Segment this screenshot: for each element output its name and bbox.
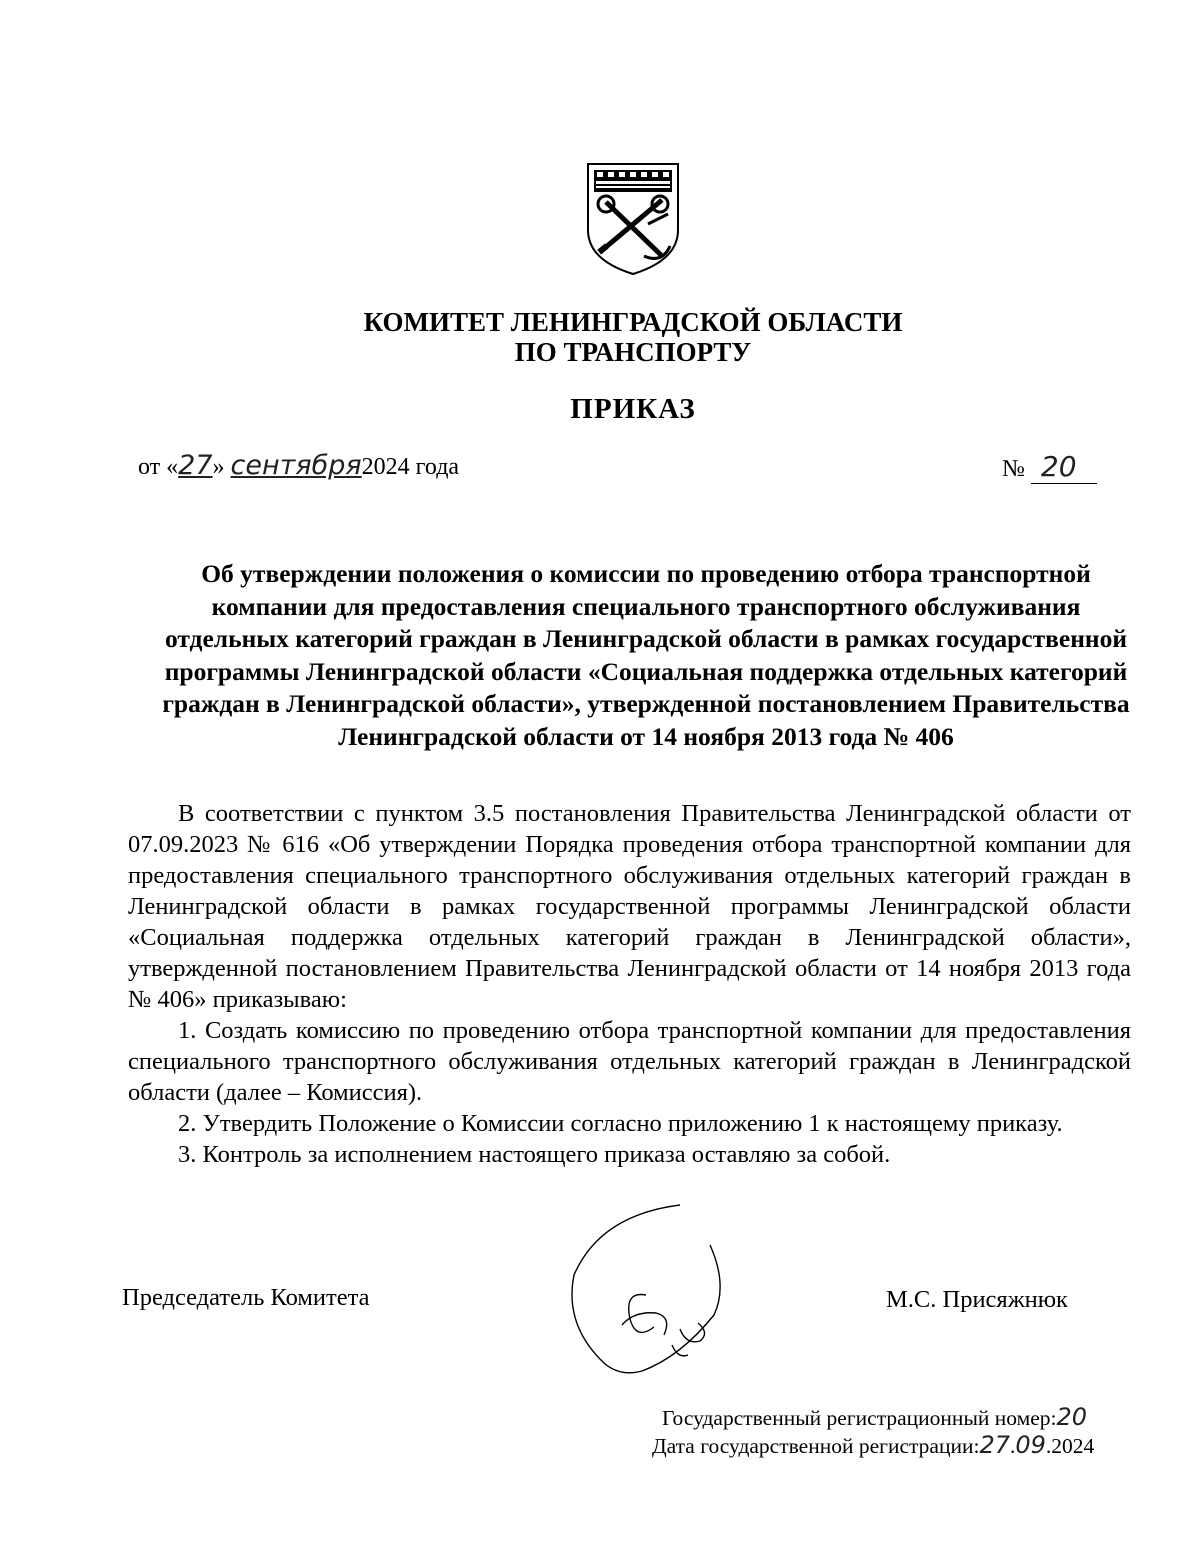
- preamble-paragraph: В соответствии с пунктом 3.5 постановления Правительства Ленинградской области от 07.09.2023 № 616 «Об утверждении Порядка проведения отбора транспортной компании для предоставления специального транспортного обслуживания отдельных категорий граждан в Ленинградской области в рамках государственной программы Ленинградской области «Социальная поддержка отдельных категорий граждан в Ленинградской области», утвержденной постановлением Правительства Ленинградской области от 14 ноября 2013 года № 406» приказываю:: [128, 800, 1131, 1013]
- date-month-handwritten: сентября: [230, 450, 362, 481]
- order-heading: Об утверждении положения о комиссии по проведению отбора транспортной компании для предоставления специального транспортного обслуживания отдельных категорий граждан в Ленинградской области в рамках государственной программы Ленинградской области «Социальная поддержка отдельных категорий граждан в Ленинградской области», утвержденной постановлением Правительства Ленинградской области от 14 ноября 2013 года № 406: [162, 559, 1130, 751]
- registration-number-label: Государственный регистрационный номер:: [662, 1406, 1057, 1430]
- organization-name-line1: КОМИТЕТ ЛЕНИНГРАДСКОЙ ОБЛАСТИ: [363, 307, 903, 337]
- registration-number-handwritten: 20: [1056, 1403, 1088, 1431]
- order-date: [138, 450, 459, 481]
- date-year: 2024 года: [361, 454, 460, 480]
- number-value-handwritten: 20: [1031, 450, 1097, 484]
- number-label: №: [1002, 456, 1031, 482]
- order-number: [1002, 450, 1097, 484]
- registration-date-label: Дата государственной регистрации:: [652, 1434, 980, 1458]
- order-item-3: 3. Контроль за исполнением настоящего приказа оставляю за собой.: [178, 1141, 891, 1168]
- order-item-2: 2. Утвердить Положение о Комиссии согласно приложению 1 к настоящему приказу.: [178, 1110, 1063, 1137]
- signer-title: Председатель Комитета: [122, 1284, 370, 1311]
- order-item-1: 1. Создать комиссию по проведению отбора транспортной компании для предоставления специального транспортного обслуживания отдельных категорий граждан в Ленинградской области (далее – Комиссия).: [128, 1017, 1131, 1106]
- organization-name-line2: ПО ТРАНСПОРТУ: [514, 337, 752, 367]
- coat-of-arms-emblem: [584, 160, 682, 278]
- registration-day-handwritten: 27: [979, 1431, 1010, 1459]
- date-day-handwritten: 27: [178, 450, 213, 481]
- order-body: [128, 798, 1131, 1170]
- document-type-title: ПРИКАЗ: [570, 393, 696, 425]
- date-mid: »: [212, 454, 231, 480]
- registration-number: [662, 1403, 1087, 1431]
- date-prefix: от «: [138, 454, 179, 480]
- registration-date-year: .2024: [1045, 1434, 1095, 1458]
- registration-date-sep: .: [1009, 1434, 1016, 1458]
- registration-month-handwritten: 09: [1015, 1431, 1046, 1459]
- signer-name: М.С. Присяжнюк: [886, 1286, 1068, 1313]
- handwritten-signature: [560, 1195, 730, 1390]
- registration-date: [652, 1431, 1094, 1459]
